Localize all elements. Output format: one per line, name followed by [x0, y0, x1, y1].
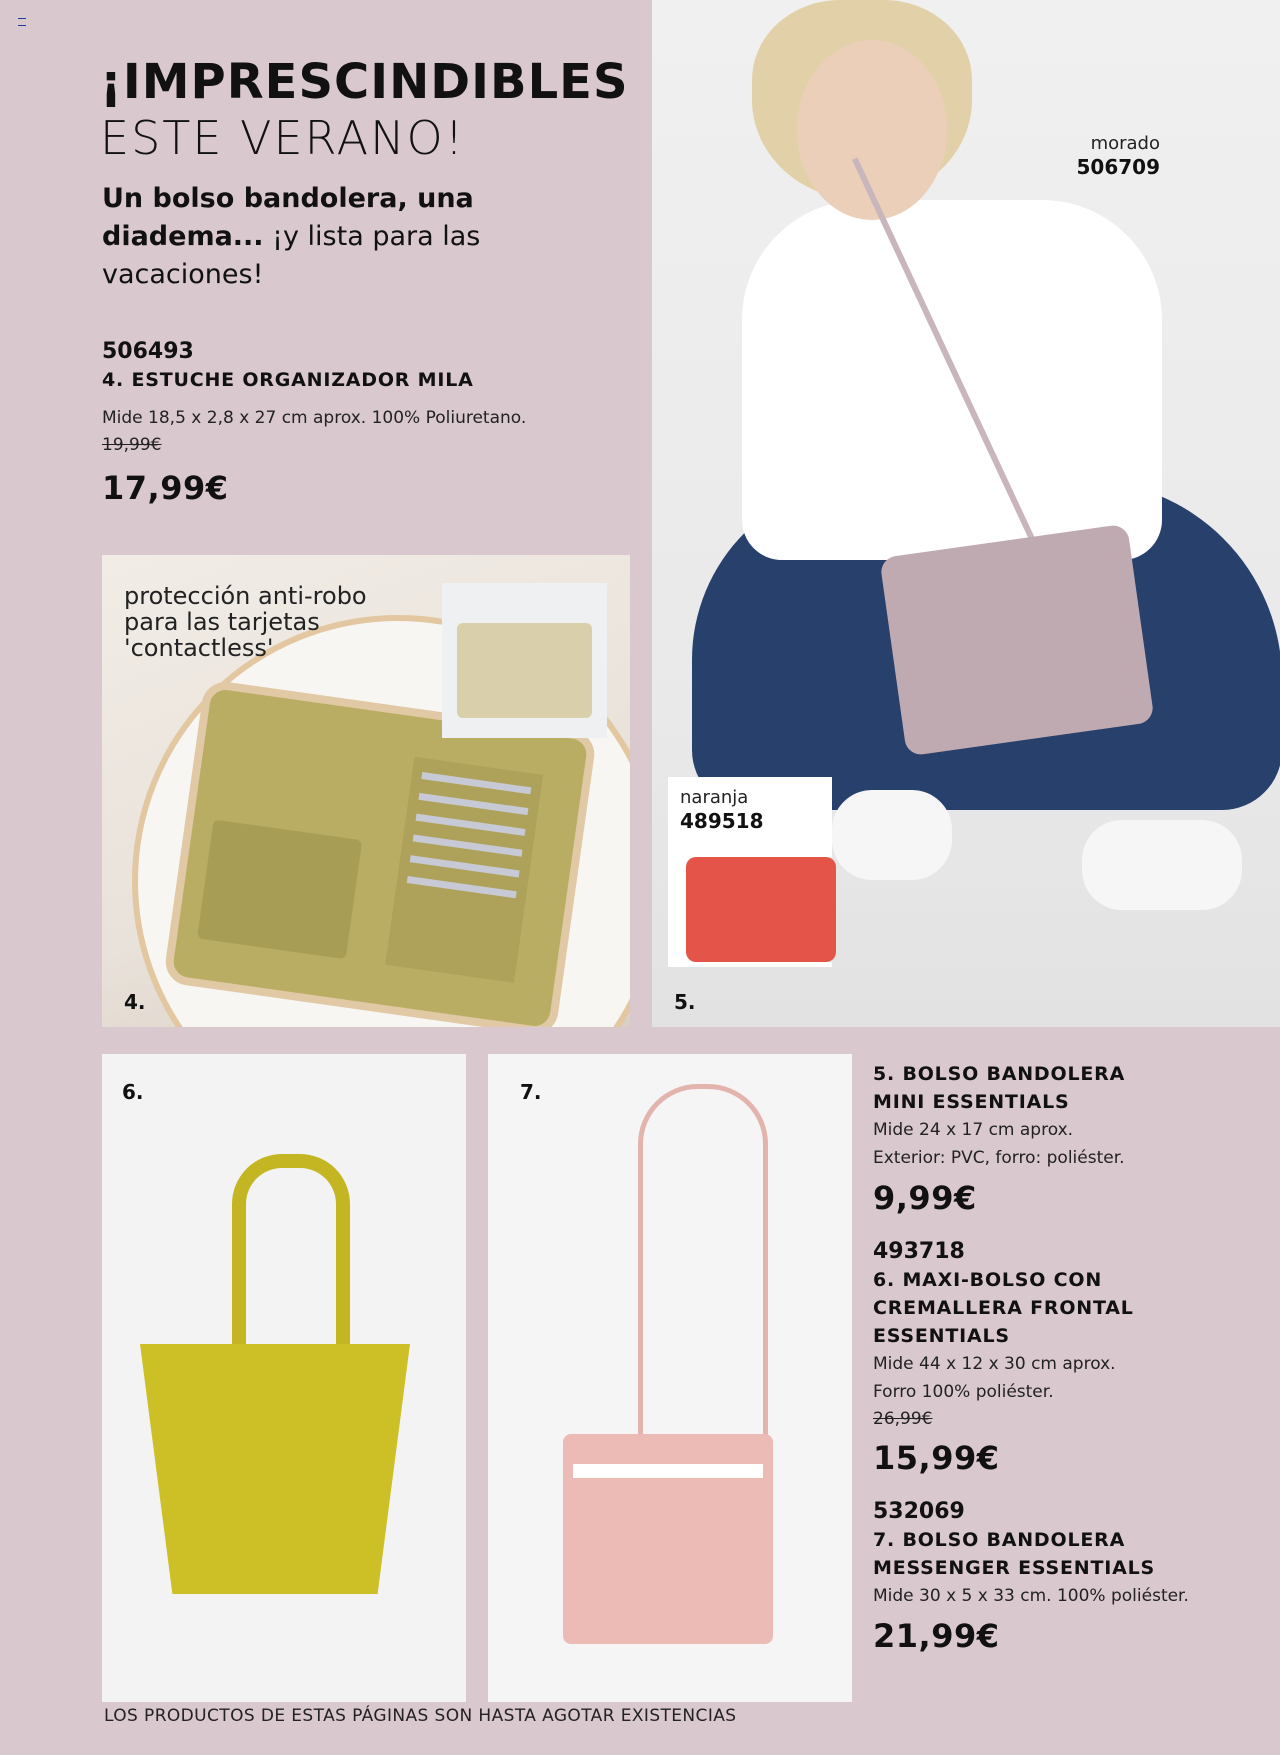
case-card-slots: [385, 757, 543, 983]
product-5-price: 9,99€: [873, 1179, 977, 1217]
model-shoe-right: [1082, 820, 1242, 910]
purple-crossbody-bag: [879, 524, 1154, 757]
case-pocket: [197, 819, 362, 959]
product-5-name-line1: 5. BOLSO BANDOLERA: [873, 1063, 1126, 1085]
variant-naranja-name: naranja: [680, 787, 749, 808]
photo-number-4: 4.: [124, 990, 146, 1014]
product-6-name-line3: ESSENTIALS: [873, 1325, 1010, 1347]
product-5-desc-line1: Mide 24 x 17 cm aprox.: [873, 1120, 1074, 1140]
photo-number-7: 7.: [520, 1080, 542, 1104]
photo-number-6: 6.: [122, 1080, 144, 1104]
orange-bag: [686, 857, 836, 962]
product-5-name-line2: MINI ESSENTIALS: [873, 1091, 1070, 1113]
photo-number-5: 5.: [674, 990, 696, 1014]
model-shoe-left: [832, 790, 952, 880]
variant-naranja-label: [680, 787, 764, 833]
product-4-info: [102, 338, 572, 510]
variant-morado-label: [1070, 133, 1160, 179]
product-5-desc-line2: Exterior: PVC, forro: poliéster.: [873, 1148, 1125, 1168]
product-7-code: 532069: [873, 1499, 965, 1524]
product-6-photo: [102, 1054, 466, 1702]
product-6-code: 493718: [873, 1239, 965, 1264]
product-4-code: 506493: [102, 339, 194, 364]
product-6-desc-line2: Forro 100% poliéster.: [873, 1382, 1054, 1402]
product-7-desc: Mide 30 x 5 x 33 cm. 100% poliéster.: [873, 1586, 1189, 1606]
messenger-strap: [638, 1084, 768, 1489]
organizer-closed-thumbnail: [442, 583, 607, 738]
variant-morado-code: 506709: [1076, 155, 1160, 179]
pink-messenger-bag: [563, 1434, 773, 1644]
yellow-tote-bag: [140, 1344, 410, 1594]
products-5-7-info: [873, 1060, 1273, 1658]
product-4-desc: Mide 18,5 x 2,8 x 27 cm aprox. 100% Poliuretano.: [102, 408, 527, 428]
product-6-desc-line1: Mide 44 x 12 x 30 cm aprox.: [873, 1354, 1116, 1374]
product-7-photo: [488, 1054, 852, 1702]
variant-naranja-code: 489518: [680, 809, 764, 833]
variant-morado-name: morado: [1090, 133, 1160, 154]
anti-robo-caption: protección anti-robo para las tarjetas 'contactless': [124, 582, 367, 662]
product-4-name: 4. ESTUCHE ORGANIZADOR MILA: [102, 369, 474, 391]
page-subtitle: ESTE VERANO!: [100, 111, 466, 165]
product-6-name-line2: CREMALLERA FRONTAL: [873, 1297, 1134, 1319]
menu-icon[interactable]: [18, 18, 26, 26]
product-7-price: 21,99€: [873, 1617, 1000, 1655]
model-shirt: [742, 200, 1162, 560]
product-7-name-line1: 7. BOLSO BANDOLERA: [873, 1529, 1126, 1551]
intro-text: [102, 180, 522, 294]
product-4-old-price: 19,99€: [102, 435, 162, 455]
product-6-name-line1: 6. MAXI-BOLSO CON: [873, 1269, 1103, 1291]
product-4-price: 17,99€: [102, 469, 229, 507]
footer-note: LOS PRODUCTOS DE ESTAS PÁGINAS SON HASTA AGOTAR EXISTENCIAS: [104, 1706, 737, 1726]
product-7-name-line2: MESSENGER ESSENTIALS: [873, 1557, 1155, 1579]
intro-bold: Un bolso bandolera, una diadema...: [102, 183, 474, 252]
page-title: ¡IMPRESCINDIBLES: [100, 54, 629, 110]
product-6-old-price: 26,99€: [873, 1409, 933, 1429]
intro-normal: ¡y lista para las vacaciones!: [102, 221, 481, 290]
product-6-price: 15,99€: [873, 1439, 1000, 1477]
